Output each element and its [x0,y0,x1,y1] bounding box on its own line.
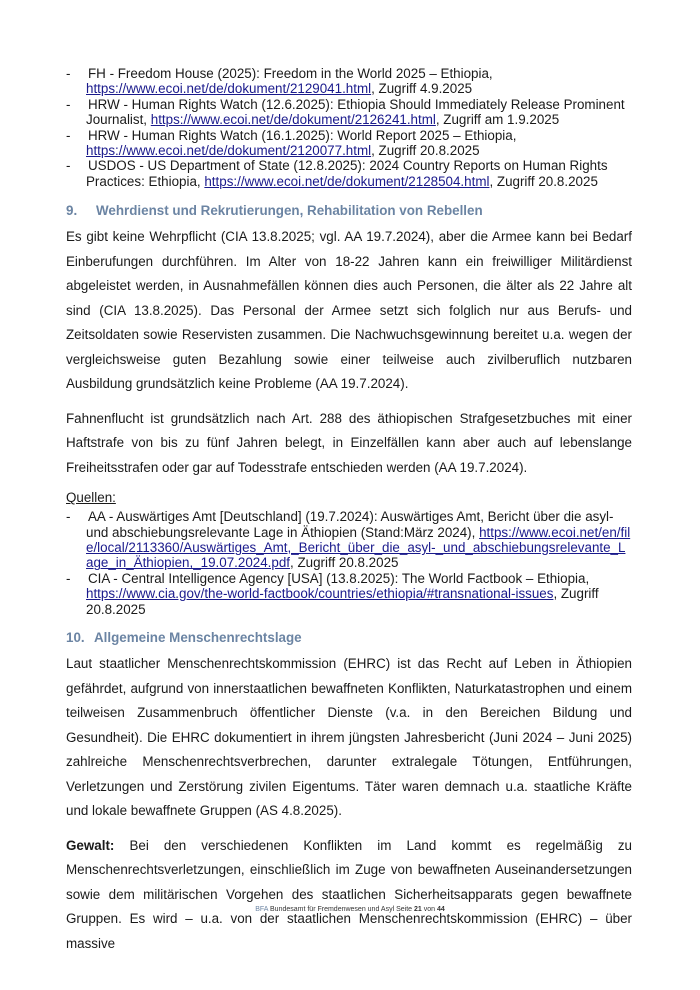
section-number: 10. [66,630,85,646]
section-10-heading [66,630,632,645]
source-link[interactable]: https://www.ecoi.net/de/dokument/2126241.html [150,112,436,128]
paragraph-text: Bei den verschiedenen Konflikten im Land kommt es regelmäßig zu Menschenrechtsverletzungen, einschließlich im Zuge von bewaffneten Auseinandersetzungen sowie dem militärischen Vorgehen des staatlichen Sicherheitsapparats gegen bewaffnete Gruppen. Es wird – u.a. von der staatlichen Menschenrechtskommission (EHRC) – über massive [66,837,632,951]
page-footer [0,906,700,913]
section-9-paragraph-2: Fahnenflucht ist grundsätzlich nach Art. 288 des äthiopischen Strafgesetzbuches mit einer Haftstrafe von bis zu fünf Jahren belegt, in Einzelfällen kann aber auch auf lebenslange Freiheitsstrafen oder gar auf Todesstrafe entschieden werden (AA 19.7.2024). [66,410,632,475]
source-item [66,158,632,189]
section-10-paragraph-1: Laut staatlicher Menschenrechtskommission (EHRC) ist das Recht auf Leben in Äthiopien gefährdet, aufgrund von innerstaatlichen bewaffneten Konflikten, Naturkatastrophen und einem teilweisen Zusammenbruch öffentlicher Dienste (v.a. in den Bereichen Bildung und Gesundheit). Die EHRC dokumentiert in ihrem jüngsten Jahresbericht (Juni 2024 – Juni 2025) zahlreiche Menschenrechtsverbrechen, darunter extralegale Tötungen, Entführungen, Verletzungen und Zerstörung zivilen Eigentums. Täter waren demnach u.a. staatliche Kräfte und lokale bewaffnete Gruppen (AS 4.8.2025). [66,656,632,819]
footer-of: von [421,906,437,913]
source-link[interactable]: https://www.ecoi.net/de/dokument/2129041.html [86,81,372,97]
source-access: , Zugriff 4.9.2025 [371,81,473,97]
section-number: 9. [66,203,78,219]
source-access: , Zugriff 20.8.2025 [371,143,480,159]
source-text: USDOS - US Department of State (12.8.2025): 2024 Country Reports on Human Rights Practices: Ethiopia, [86,158,608,189]
list-dash: - [66,158,71,174]
sources-label: Quellen: [66,490,116,506]
source-link[interactable]: https://www.ecoi.net/de/dokument/2128504.html [204,173,490,189]
source-item [66,509,632,571]
sources-list-top [66,66,632,189]
document-page [66,66,632,956]
source-access: , Zugriff 20.8.2025 [86,586,599,617]
source-text: HRW - Human Rights Watch (16.1.2025): World Report 2025 – Ethiopia, [88,127,517,143]
section-9-heading [66,203,632,218]
source-item [66,128,632,159]
section-10-paragraph-2 [66,834,632,957]
list-dash: - [66,66,71,81]
violence-label: Gewalt: [66,837,115,853]
section-title: Wehrdienst und Rekrutierungen, Rehabilitation von Rebellen [96,203,483,219]
page-total: 44 [436,906,445,913]
list-dash: - [66,96,71,112]
section-9-paragraph-1: Es gibt keine Wehrpflicht (CIA 13.8.2025; vgl. AA 19.7.2024), aber die Armee kann bei Bedarf Einberufungen durchführen. Im Alter von 18-22 Jahren kann ein freiwilliger Militärdienst abgeleistet werden, in Ausnahmefällen können dies auch Personen, die älter als 22 Jahre alt sind (CIA 13.8.2025). Das Personal der Armee setzt sich folglich nur aus Berufs- und Zeitsoldaten sowie Reservisten zusammen. Die Nachwuchsgewinnung bereitet u.a. wegen der vergleichsweise guten Bezahlung sowie einer teilweise auch zivilberuflich nutzbaren Ausbildung grundsätzlich keine Probleme (AA 19.7.2024). [66,229,632,392]
source-text: HRW - Human Rights Watch (12.6.2025): Ethiopia Should Immediately Release Prominent Journalist, [86,96,625,128]
source-text: FH - Freedom House (2025): Freedom in the World 2025 – Ethiopia, [88,66,493,81]
source-item [66,66,632,97]
bfa-logo-text: BFA [255,906,269,913]
source-access: , Zugriff 20.8.2025 [290,555,399,571]
list-dash: - [66,570,71,586]
source-text: AA - Auswärtiges Amt [Deutschland] (19.7.2024): Auswärtiges Amt, Bericht über die asyl- und abschiebungsrelevante Lage in Äthiopien (Stand:März 2024), [86,509,614,540]
source-item [66,571,632,617]
source-link[interactable]: https://www.ecoi.net/de/dokument/2120077.html [86,143,372,159]
list-dash: - [66,127,71,143]
source-access: , Zugriff 20.8.2025 [489,173,598,189]
source-item [66,97,632,128]
source-access: , Zugriff am 1.9.2025 [435,112,560,128]
source-text: CIA - Central Intelligence Agency [USA] (13.8.2025): The World Factbook – Ethiopia, [88,570,590,586]
footer-text: Bundesamt für Fremdenwesen und Asyl Seite [268,906,414,913]
list-dash: - [66,509,71,525]
source-link[interactable]: https://www.cia.gov/the-world-factbook/countries/ethiopia/#transnational-issues [86,586,554,602]
page-number: 21 [413,906,422,913]
sources-list-section-9 [66,509,632,617]
section-title: Allgemeine Menschenrechtslage [94,630,302,646]
source-link[interactable]: https://www.ecoi.net/en/file/local/2113360/Auswärtiges_Amt,_Bericht_über_die_asyl-_und_abschiebungsrelevante_Lage_in_Äthiopien,_19.07.2024.pdf [86,524,631,571]
